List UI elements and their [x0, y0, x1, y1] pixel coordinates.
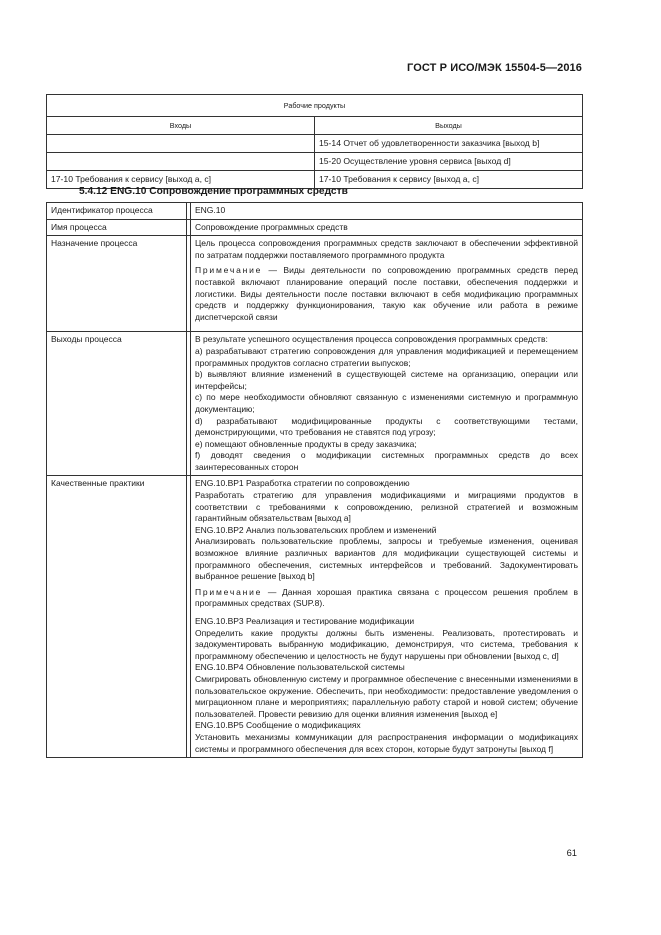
- table-row: [47, 135, 583, 153]
- table-row: [47, 153, 583, 171]
- output-cell: 17-10 Требования к сервису [выход a, c]: [315, 171, 583, 189]
- process-table: [46, 202, 583, 758]
- process-purpose-value: [191, 236, 583, 332]
- note-word: Примечание: [195, 265, 263, 276]
- section-title: 5.4.12 ENG.10 Сопровождение программных средств: [79, 186, 348, 197]
- output-cell: 15-14 Отчет об удовлетворенности заказчика [выход b]: [315, 135, 583, 153]
- table-row: [47, 476, 583, 758]
- table-row: [47, 219, 583, 236]
- note-text: — Данная хорошая практика связана с процессом решения проблем в программных средствах (SUP.8).: [195, 586, 578, 609]
- table-row: [47, 236, 583, 332]
- bp2-text: Анализировать пользовательские проблемы, запросы и требуемые изменения, оценивая возможное влияние различных вариантов для модификации существующей системы и программного обеспечения, системных интерфейсов и требований. Задокументировать выбранное решение [выход b]: [195, 536, 578, 582]
- process-id-value: ENG.10: [191, 203, 583, 220]
- table-row: [47, 203, 583, 220]
- work-products-caption: Рабочие продукты: [47, 95, 583, 117]
- process-outputs-label: Выходы процесса: [47, 332, 187, 476]
- practices-value: [191, 476, 583, 758]
- process-name-value: Сопровождение программных средств: [191, 219, 583, 236]
- bp1-title: ENG.10.BP1 Разработка стратегии по сопровождению: [195, 478, 410, 489]
- bp5-text: Установить механизмы коммуникации для распространения информации о модификациях системы и программного обеспечения для всех сторон, которые будут затронуты [выход f]: [195, 731, 578, 754]
- output-item-a: a) разрабатывают стратегию сопровождения для управления модификацией и перемещением программных продуктов согласно стратегии выпусков;: [195, 345, 578, 368]
- purpose-note: [195, 265, 578, 323]
- output-item-c: c) по мере необходимости обновляют связанную с изменениями системную и программную документацию;: [195, 392, 578, 414]
- bp2-title: ENG.10.BP2 Анализ пользовательских проблем и изменений: [195, 524, 437, 535]
- bp4-text: Смигрировать обновленную систему и программное обеспечение с внесенными изменениями в пользовательское окружение. Обеспечить, при необходимости: предоставление уведомления о миграционном плане и мероприятиях; параллельную работу старой и новой систем; обучение пользователей. Провести ревизию для оценки влияния изменения [выход e]: [195, 673, 578, 719]
- output-cell: 15-20 Осуществление уровня сервиса [выход d]: [315, 153, 583, 171]
- bp1-text: Разработать стратегию для управления модификациями и миграциями продуктов в соответствии с требованиями к сопровождению, релизной стратегией и возможным гарантийным обязательствам [выход a]: [195, 490, 578, 524]
- purpose-text: Цель процесса сопровождения программных средств заключают в обеспечении эффективной по затратам поддержки поставляемого программного продукта: [195, 238, 578, 260]
- input-cell: [47, 153, 315, 171]
- outputs-intro: В результате успешного осуществления процесса сопровождения программных средств:: [195, 334, 548, 345]
- input-cell: [47, 135, 315, 153]
- bp5-title: ENG.10.BP5 Сообщение о модификациях: [195, 720, 361, 731]
- process-id-label: Идентификатор процесса: [47, 203, 187, 220]
- process-outputs-value: [191, 332, 583, 476]
- process-purpose-label: Назначение процесса: [47, 236, 187, 332]
- table-row: [47, 332, 583, 476]
- output-item-d: d) разрабатывают модифицированные продукты с соответствующими тестами, демонстрирующими, что требования не ставятся под угрозу;: [195, 415, 578, 438]
- note-word: Примечание: [195, 586, 263, 597]
- output-item-b: b) выявляют влияние изменений в существующей системе на организацию, операции или интерфейсы;: [195, 369, 578, 391]
- practices-label: Качественные практики: [47, 476, 187, 758]
- output-item-e: e) помещают обновленные продукты в среду заказчика;: [195, 438, 417, 449]
- inputs-header: Входы: [47, 117, 315, 135]
- bp2-note: [195, 587, 578, 610]
- page-number: 61: [566, 847, 577, 858]
- bp4-title: ENG.10.BP4 Обновление пользовательской системы: [195, 662, 405, 673]
- document-code-header: ГОСТ Р ИСО/МЭК 15504-5—2016: [407, 62, 582, 74]
- bp3-text: Определить какие продукты должны быть изменены. Реализовать, протестировать и задокументировать выбранную модификацию, демонстрируя, что система, требования к программному обеспечению и целостность не будут нарушены при обновлении [выход c, d]: [195, 627, 578, 661]
- input-cell: 17-10 Требования к сервису [выход a, c]: [47, 171, 315, 189]
- note-text: — Виды деятельности по сопровождению программных средств перед поставкой включают планирование операций после поставки, обеспечения поддержки и логистики. Виды деятельности после поставки включают в себя модификацию программных средств и поддержку функционирования, такую как обучение или работа в режиме диспетчерской связи: [195, 265, 578, 322]
- bp3-title: ENG.10.BP3 Реализация и тестирование модификации: [195, 616, 415, 626]
- output-item-f: f) доводят сведения о модификации системных программных средств до всех заинтересованных сторон: [195, 450, 578, 472]
- outputs-header: Выходы: [315, 117, 583, 135]
- work-products-table: [46, 94, 583, 189]
- process-name-label: Имя процесса: [47, 219, 187, 236]
